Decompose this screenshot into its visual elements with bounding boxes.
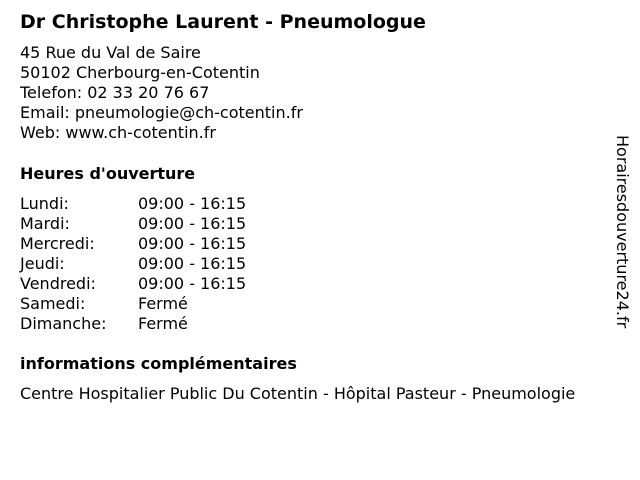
day-hours: 09:00 - 16:15 (138, 254, 247, 273)
hours-heading: Heures d'ouverture (20, 164, 196, 183)
hours-row-lundi (20, 194, 246, 214)
website: Web: www.ch-cotentin.fr (20, 123, 216, 142)
day-hours: Fermé (138, 314, 188, 333)
hours-row-jeudi (20, 254, 246, 274)
hours-row-samedi (20, 294, 246, 314)
email-address: Email: pneumologie@ch-cotentin.fr (20, 103, 303, 122)
hours-row-dimanche (20, 314, 246, 334)
phone-number: Telefon: 02 33 20 76 67 (20, 83, 210, 102)
hours-row-mardi (20, 214, 246, 234)
city-postal-code: 50102 Cherbourg-en-Cotentin (20, 63, 260, 82)
hours-row-vendredi (20, 274, 246, 294)
opening-hours-table (20, 194, 246, 334)
day-label: Mercredi: (20, 234, 95, 253)
page-title: Dr Christophe Laurent - Pneumologue (20, 11, 426, 33)
day-hours: 09:00 - 16:15 (138, 194, 247, 213)
day-hours: 09:00 - 16:15 (138, 274, 247, 293)
info-heading: informations complémentaires (20, 354, 297, 373)
day-label: Lundi: (20, 194, 69, 213)
site-watermark: Horairesdouverture24.fr (613, 135, 632, 329)
day-hours: Fermé (138, 294, 188, 313)
day-hours: 09:00 - 16:15 (138, 234, 247, 253)
street-address: 45 Rue du Val de Saire (20, 43, 201, 62)
address-block (20, 43, 303, 143)
info-text: Centre Hospitalier Public Du Cotentin - Hôpital Pasteur - Pneumologie (20, 384, 576, 403)
day-hours: 09:00 - 16:15 (138, 214, 247, 233)
day-label: Jeudi: (20, 254, 65, 273)
day-label: Dimanche: (20, 314, 107, 333)
day-label: Vendredi: (20, 274, 96, 293)
day-label: Samedi: (20, 294, 86, 313)
day-label: Mardi: (20, 214, 70, 233)
hours-row-mercredi (20, 234, 246, 254)
